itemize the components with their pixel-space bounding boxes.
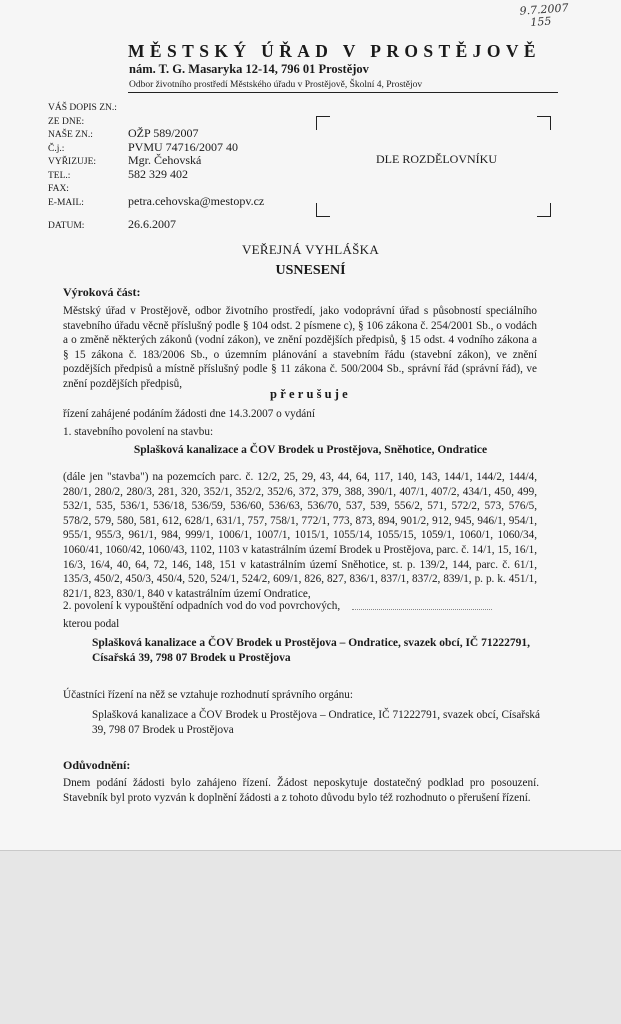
operative-paragraph: Městský úřad v Prostějově, odbor životního prostředí, jako vodoprávní úřad s působností speciálního stavebního úřadu věcně příslušný podle § 104 odst. 2 písmene c), § 106 zákona č. 254/2001 Sb., o vodách a o změně některých zákonů (vodní zákon), ve znění pozdějších předpisů, § 15 odst. 4 vodního zákona a § 15 zákona č. 183/2006 Sb., o územním plánování a stavebním řádu (stavební zákon), ve znění pozdějších předpisů a místně příslušný podle § 11 zákona č. 500/2004 Sb., správní řád (správní řád), ve znění pozdějších předpisů,	[63, 305, 537, 390]
item-2-label: 2. povolení k vypouštění odpadních vod do vod povrchových,	[63, 600, 341, 612]
decision-word: přerušuje	[270, 387, 351, 401]
address-window-corner	[537, 116, 551, 130]
resolution-title: USNESENÍ	[275, 263, 346, 278]
address-window-corner	[316, 116, 330, 130]
handwritten-annotation	[519, 2, 570, 29]
scan-background	[0, 851, 621, 1024]
label-phone: TEL.:	[48, 171, 71, 181]
addressee: DLE ROZDĚLOVNÍKU	[376, 152, 497, 166]
parcels-paragraph: (dále jen "stavba") na pozemcích parc. č. 12/2, 25, 29, 43, 44, 64, 117, 140, 143, 144/1, 144/2, 144/4, 280/1, 280/2, 280/3, 281, 320, 352/1, 352/2, 352/6, 372, 379, 388, 390/1, 407/1, 407/2, 434/1, 450, 499, 532/1, 535, 536/1, 536/18, 536/59, 536/60, 536/63, 536/70, 537, 539, 556/2, 571, 572/2, 573, 576/5, 578/2, 579, 580, 581, 612, 628/1, 631/1, 757, 758/1, 772/1, 773, 873, 894, 901/2, 912, 945, 946/1, 954/1, 955/1, 955/3, 961/1, 984, 999/1, 1006/1, 1007/1, 1015/1, 1055/14, 1055/15, 1059/1, 1060/1, 1060/34, 1060/41, 1060/42, 1060/43, 1102, 1103 v katastrálním území Brodek u Prostějova, parc. č. 14/1, 15, 16/1, 16/3, 16/4, 40, 64, 72, 146, 148, 151 v katastrálním území Sněhotice, st. p. 139/2, 144, parc. č. 61/1, 135/3, 450/2, 450/3, 450/4, 520, 524/1, 524/2, 609/1, 826, 827, 836/1, 837/1, 837/2, 839/1, p. p. k. 451/1, 821/1, 823, 830/1, 840 v katastrálním území Ondratice,	[63, 471, 537, 600]
label-fax: FAX:	[48, 184, 69, 194]
applicant: Splašková kanalizace a ČOV Brodek u Prostějova – Ondratice, svazek obcí, IČ 71222791, Císařská 39, 798 07 Brodek u Prostějova	[92, 637, 530, 664]
department-line: Odbor životního prostředí Městského úřadu v Prostějově, Školní 4, Prostějov	[129, 80, 423, 90]
proceeding-line: řízení zahájené podáním žádosti dne 14.3.2007 o vydání	[63, 408, 315, 420]
label-your-letter: VÁŠ DOPIS ZN.:	[48, 103, 117, 113]
operative-heading: Výroková část:	[63, 285, 141, 299]
phone-value: 582 329 402	[128, 167, 188, 181]
office-title: MĚSTSKÝ ÚŘAD V PROSTĚJOVĚ	[128, 41, 541, 61]
handwritten-date: 9.7.2007	[519, 1, 569, 18]
project-name: Splašková kanalizace a ČOV Brodek u Prostějova, Sněhotice, Ondratice	[133, 444, 488, 456]
participants-heading: Účastníci řízení na něž se vztahuje rozhodnutí správního orgánu:	[63, 689, 353, 701]
label-date: DATUM:	[48, 221, 85, 231]
address-window-corner	[316, 203, 330, 217]
label-handled-by: VYŘIZUJE:	[48, 157, 97, 167]
label-dated: ZE DNE:	[48, 117, 85, 127]
label-email: E-MAIL:	[48, 198, 84, 208]
notice-title: VEŘEJNÁ VYHLÁŠKA	[241, 242, 380, 257]
reasoning-heading: Odůvodnění:	[63, 758, 131, 772]
label-our-ref: NAŠE ZN.:	[48, 130, 93, 140]
item-1-label: 1. stavebního povolení na stavbu:	[63, 426, 214, 438]
reasoning-paragraph: Dnem podání žádosti bylo zahájeno řízení. Žádost neposkytuje dostatečný podklad pro posouzení. Stavebník byl proto vyzván k doplnění žádosti a z tohoto důvodu bylo též rozhodnuto o přerušení řízení.	[63, 777, 539, 804]
email-value: petra.cehovska@mestopv.cz	[128, 194, 265, 208]
handled-by-value: Mgr. Čehovská	[128, 153, 202, 167]
our-ref-value: OŽP 589/2007	[128, 126, 199, 140]
handwritten-number: 155	[529, 14, 552, 29]
address-window-corner	[537, 203, 551, 217]
applicant-intro: kterou podal	[63, 618, 120, 630]
case-no-value: PVMU 74716/2007 40	[128, 140, 239, 154]
participants-paragraph: Splašková kanalizace a ČOV Brodek u Prostějova – Ondratice, IČ 71222791, svazek obcí, Císařská 39, 798 07 Brodek u Prostějova	[92, 709, 540, 736]
dotted-line	[352, 609, 492, 610]
date-value: 26.6.2007	[128, 217, 176, 231]
label-case-no: Č.j.:	[48, 144, 65, 154]
header-rule	[128, 92, 558, 93]
office-address: nám. T. G. Masaryka 12-14, 796 01 Prostějov	[129, 62, 369, 76]
